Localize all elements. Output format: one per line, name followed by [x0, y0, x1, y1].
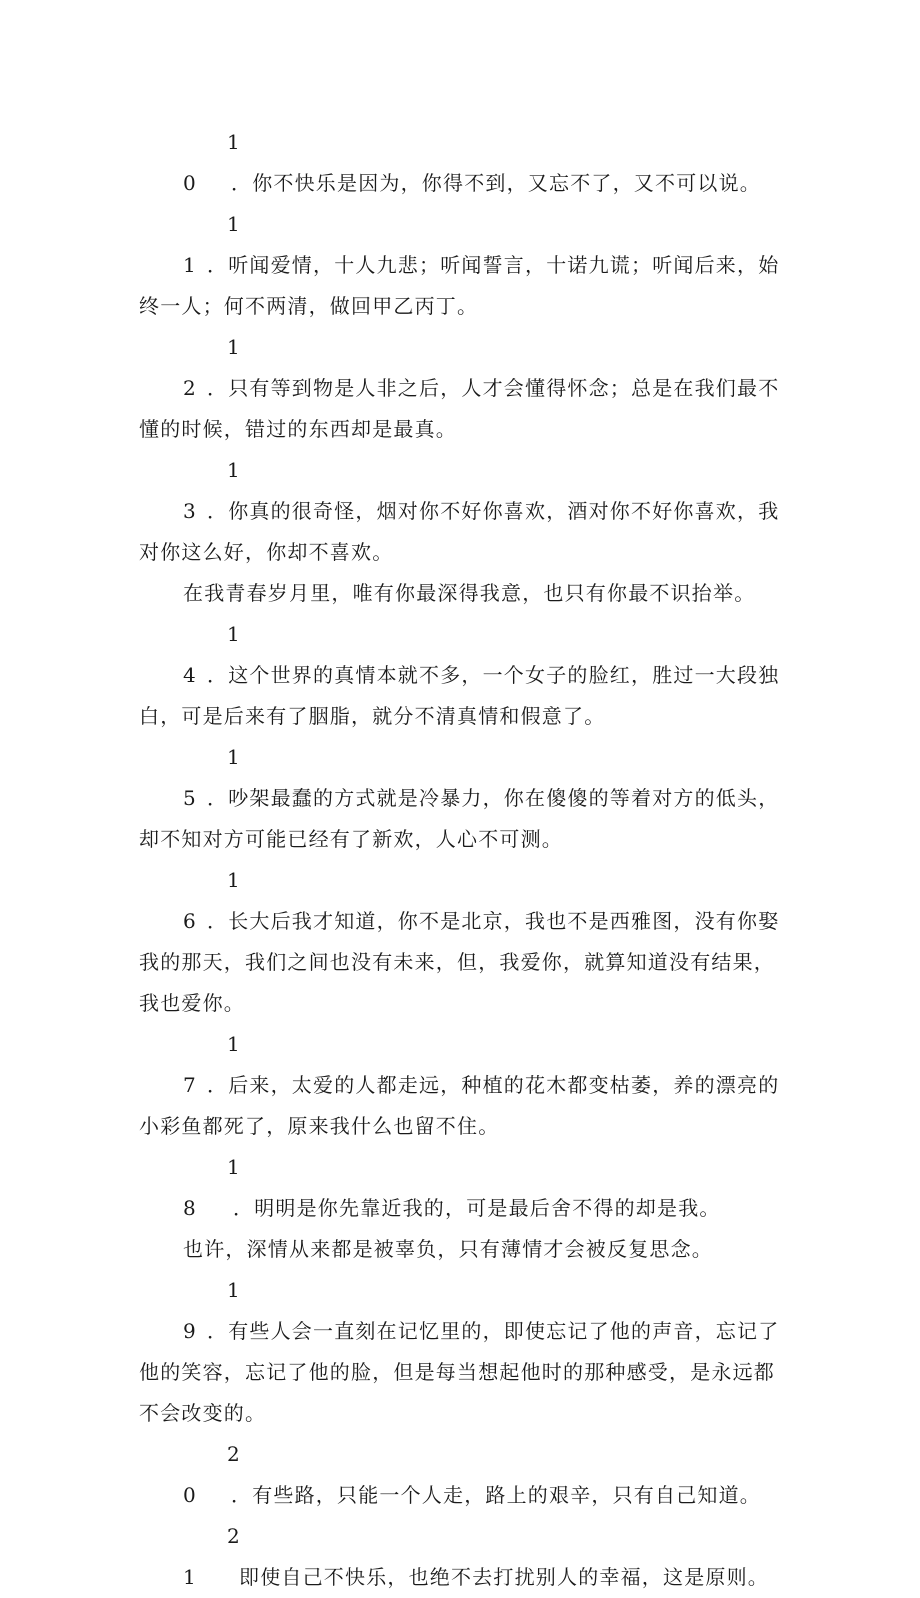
paragraph-10 — [139, 122, 784, 204]
item-text: ．长大后我才知道，你不是北京，我也不是西雅图，没有你娶我的那天，我们之间也没有未来，但，我爱你，就算知道没有结果，我也爱你。 — [139, 909, 780, 1015]
item-number: 19 — [183, 1278, 241, 1343]
item-number: 21 — [183, 1524, 241, 1589]
item-text: ．只有等到物是人非之后，人才会懂得怀念；总是在我们最不懂的时候，错过的东西却是最真。 — [139, 376, 780, 441]
item-text: ．明明是你先靠近我的，可是最后舍不得的却是我。 — [233, 1196, 721, 1220]
paragraph-13 — [139, 450, 784, 573]
item-text: ．你不快乐是因为，你得不到，又忘不了，又不可以说。 — [231, 171, 761, 195]
item-number: 16 — [183, 868, 241, 933]
item-number: 12 — [183, 335, 241, 400]
paragraph-20 — [139, 1434, 784, 1516]
item-text: 在我青春岁月里，唯有你最深得我意，也只有你最不识抬举。 — [183, 581, 756, 605]
item-number: 18 — [183, 1155, 241, 1220]
item-number: 14 — [183, 622, 241, 687]
item-text: ．有些人会一直刻在记忆里的，即使忘记了他的声音，忘记了他的笑容，忘记了他的脸，但是每当想起他时的那种感受，是永远都不会改变的。 — [139, 1319, 780, 1425]
item-text: 也许，深情从来都是被辜负，只有薄情才会被反复思念。 — [183, 1237, 713, 1261]
paragraph-18 — [139, 1147, 784, 1229]
item-text: ．吵架最蠢的方式就是冷暴力，你在傻傻的等着对方的低头，却不知对方可能已经有了新欢，人心不可测。 — [139, 786, 780, 851]
item-text: ．后来，太爱的人都走远，种植的花木都变枯萎，养的漂亮的小彩鱼都死了，原来我什么也留不住。 — [139, 1073, 780, 1138]
item-number: 10 — [183, 130, 241, 195]
paragraph-12 — [139, 327, 784, 450]
item-number: 17 — [183, 1032, 241, 1097]
paragraph-16 — [139, 860, 784, 1024]
item-text: 即使自己不快乐，也绝不去打扰别人的幸福，这是原则。 — [239, 1565, 769, 1589]
item-text: ．你真的很奇怪，烟对你不好你喜欢，酒对你不好你喜欢，我对你这么好，你却不喜欢。 — [139, 499, 780, 564]
item-number: 15 — [183, 745, 241, 810]
item-number: 20 — [183, 1442, 241, 1507]
paragraph-21 — [139, 1516, 784, 1598]
item-number: 11 — [183, 212, 241, 277]
paragraph-14 — [139, 614, 784, 737]
paragraph-17 — [139, 1024, 784, 1147]
item-text: ．听闻爱情，十人九悲；听闻誓言，十诺九谎；听闻后来，始终一人；何不两清，做回甲乙丙丁。 — [139, 253, 780, 318]
item-number: 13 — [183, 458, 241, 523]
document-body — [139, 122, 784, 1598]
item-text: ．这个世界的真情本就不多，一个女子的脸红，胜过一大段独白，可是后来有了胭脂，就分不清真情和假意了。 — [139, 663, 780, 728]
item-text: ．有些路，只能一个人走，路上的艰辛，只有自己知道。 — [231, 1483, 761, 1507]
paragraph-11 — [139, 204, 784, 327]
paragraph-15 — [139, 737, 784, 860]
paragraph-13-continued — [139, 573, 784, 614]
paragraph-18-continued — [139, 1229, 784, 1270]
paragraph-19 — [139, 1270, 784, 1434]
